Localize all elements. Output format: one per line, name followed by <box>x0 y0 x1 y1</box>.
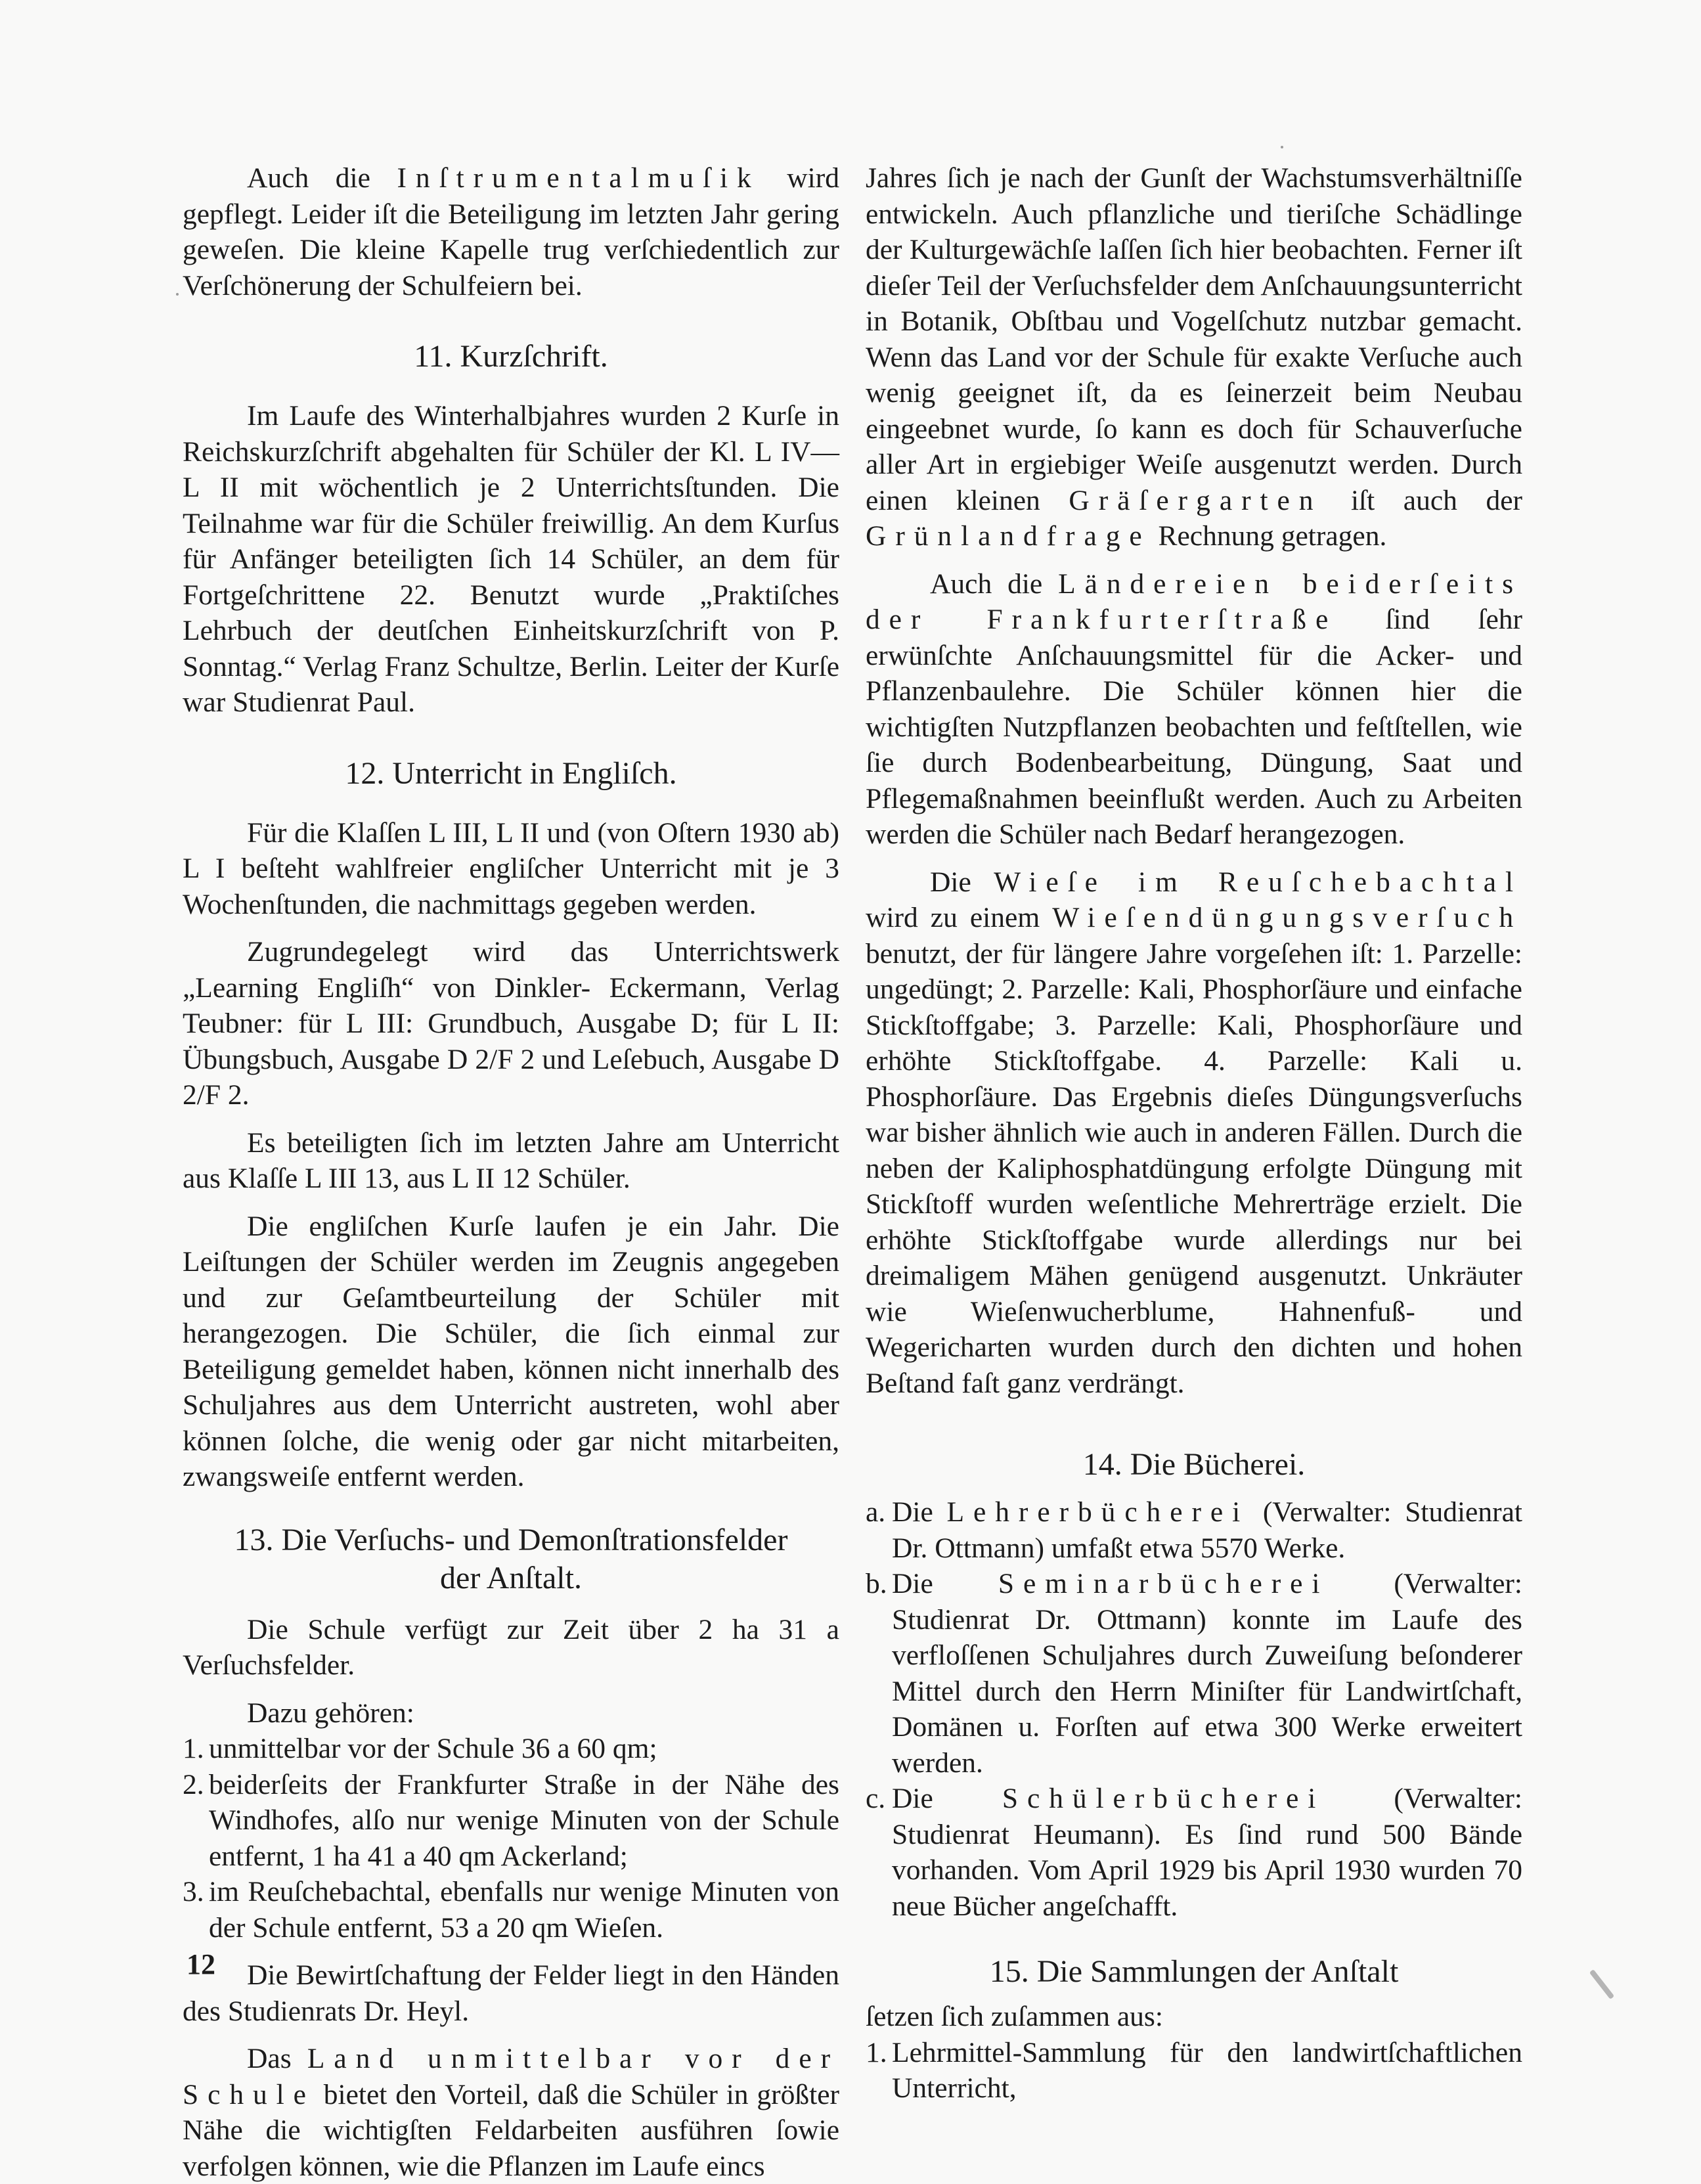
paragraph: Im Laufe des Winterhalbjahres wurden 2 Kurſe in Reichskurzſchrift abgehalten für Schüler der Kl. L IV—L II mit wöchentlich je 2 Unterrichtsſtunden. Die Teilnahme war für die Schüler freiwillig. An dem Kurſus für Anfänger beteiligten ſich 14 Schüler, an dem für Fortgeſchrittene 22. Benutzt wurde „Praktiſches Lehrbuch der deutſchen Einheitskurzſchrift von P. Sonntag.“ Verlag Franz Schultze, Berlin. Leiter der Kurſe war Studienrat Paul. <box>183 400 839 718</box>
text: Rechnung getragen. <box>1151 520 1387 552</box>
list-item-text: im Reuſchebachtal, ebenfalls nur wenige Minuten von der Schule entfernt, 53 a 20 qm Wieſen. <box>209 1876 839 1944</box>
paragraph: Für die Klaſſen L III, L II und (von Oſtern 1930 ab) L I beſteht wahlfreier engliſcher Unterricht mit je 3 Wochenſtunden, die nachmittags gegeben werden. <box>183 816 839 920</box>
text: (Verwalter: Studienrat Dr. Ottmann) umfaßt etwa 5570 Werke. <box>892 1496 1522 1564</box>
right-column <box>866 160 1522 2106</box>
left-column <box>183 160 839 2184</box>
section-heading-14: 14. Die Bücherei. <box>1082 1447 1306 1482</box>
text: bietet den Vorteil, daß die Schüler in größter Nähe die wichtigſten Feldarbeiten ausführen ſowie verfolgen können, wie die Pflanzen im Laufe eincs <box>183 2078 839 2182</box>
section-heading-15: 15. Die Sammlungen der Anſtalt <box>989 1954 1399 1989</box>
paragraph: Zugrundegelegt wird das Unterrichtswerk „Learning Engliſh“ von Dinkler- Eckermann, Verlag Teubner: für L III: Grundbuch, Ausgabe D; für L II: Übungsbuch, Ausgabe D 2/F 2 und Leſebuch, Ausgabe D 2/F 2. <box>183 936 839 1111</box>
heading-line: der Anſtalt. <box>440 1560 582 1595</box>
text: (Verwalter: Studienrat Heumann). Es ſind rund 500 Bände vorhanden. Vom April 1929 bis April 1930 wurden 70 neue Bücher angeſchafft. <box>892 1783 1522 1922</box>
paragraph: Die Schule verfügt zur Zeit über 2 ha 31 a Verſuchsfelder. <box>183 1613 839 1681</box>
emphasized-term: Lehrerbücherei <box>946 1496 1250 1528</box>
emphasized-term: Land unmittelbar vor der Schule <box>183 2043 839 2110</box>
paragraph <box>183 2041 839 2184</box>
text: Durch einen kleinen <box>866 449 1522 516</box>
emphasized-term: Schülerbücherei <box>1002 1783 1325 1814</box>
text: benutzt, der für längere Jahre vorgeſehen iſt: 1. Parzelle: ungedüngt; 2. Parzelle: Kali, Phosphorſäure und einfache Stickſtoffgabe; 3. Parzelle: Kali, Phosphorſäure und erhöhte Stickſtoffgabe. 4. Parzelle: Kali u. Phosphorſäure. Das Ergebnis dieſes Düngungsverſuchs war bisher ähnlich wie auch in anderen Fällen. Durch die neben der Kaliphosphatdüngung erfolgte Düngung mit Stickſtoff wurden weſentliche Mehrerträge erzielt. Die erhöhte Stickſtoffgabe wurde allerdings nur bei dreimaligem Mähen genügend ausgenutzt. Unkräuter wie Wieſenwucherblume, Hahnenfuß- und Wegericharten wurden durch den dichten und hohen Beſtand faſt ganz verdrängt. <box>866 937 1522 1399</box>
list-item-text: Lehrmittel-Sammlung für den landwirtſchaftlichen Unterricht, <box>892 2036 1522 2104</box>
text: Jahres ſich je nach der Gunſt der Wachstumsverhältniſſe entwickeln. Auch pflanzliche und tieriſche Schädlinge der Kulturgewächſe laſſen ſich hier beobachten. Ferner iſt dieſer Teil der Verſuchsfelder dem Anſchauungsunterricht in Botanik, Obſtbau und Vogelſchutz nutzbar gemacht. Wenn das Land vor der Schule für exakte Verſuche auch wenig geeignet iſt, da es ſeinerzeit beim Neubau eingeebnet wurde, ſo kann es doch für Schauverſuche aller Art in ergiebiger Weiſe ausgenutzt werden. <box>866 162 1522 480</box>
emphasized-term: Inſtrumentalmuſik <box>397 162 761 194</box>
list-marker: 3. <box>183 1876 204 1907</box>
text: ſind ſehr erwünſchte Anſchauungsmittel für die Acker- und Pflanzenbaulehre. Die Schüler können hier die wichtigſten Nutzpflanzen beobachten und feſtſtellen, wie ſie durch Bodenbearbeitung, Düngung, Saat und Pflegemaßnahmen beeinflußt werden. Auch zu Arbeiten werden die Schüler nach Bedarf herangezogen. <box>866 604 1522 850</box>
text: Die <box>892 1568 998 1599</box>
list-item <box>866 1494 1522 1566</box>
text: Die <box>930 866 994 898</box>
paragraph: Es beteiligten ſich im letzten Jahre am Unterricht aus Klaſſe L III 13, aus L II 12 Schüler. <box>183 1126 839 1194</box>
list-item <box>866 1781 1522 1924</box>
list-item <box>183 1767 839 1875</box>
paragraph: Die engliſchen Kurſe laufen je ein Jahr. Die Leiſtungen der Schüler werden im Zeugnis angegeben und zur Geſamtbeurteilung der Schüler mit herangezogen. Die Schüler, die ſich einmal zur Beteiligung gemeldet haben, können nicht innerhalb des Schuljahres aus dem Unterricht austreten, wohl aber können ſolche, die wenig oder gar nicht mitarbeiten, zwangsweiſe entfernt werden. <box>183 1210 839 1492</box>
text: (Verwalter: Studienrat Dr. Ottmann) konnte im Laufe des verfloſſenen Schuljahres durch Zuweiſung beſonderer Mittel durch den Herrn Miniſter für Landwirtſchaft, Domänen u. Forſten auf etwa 300 Werke erweitert werden. <box>892 1568 1522 1779</box>
paragraph: Dazu gehören: <box>247 1697 414 1729</box>
collections-list <box>866 2035 1522 2106</box>
text: wird gepflegt. Leider iſt die Beteiligung im letzten Jahr gering geweſen. Die kleine Kapelle trug verſchiedentlich zur Verſchönerung der Schulfeiern bei. <box>183 162 839 301</box>
emphasized-term: Wieſendüngungsverſuch <box>1052 902 1522 933</box>
list-marker: a. <box>866 1496 886 1528</box>
list-marker: c. <box>866 1783 886 1814</box>
list-item <box>183 1731 839 1767</box>
paragraph: Die Bewirtſchaftung der Felder liegt in den Händen des Studienrats Dr. Heyl. <box>183 1959 839 2027</box>
text: Das <box>247 2043 307 2074</box>
list-marker: 1. <box>866 2036 887 2068</box>
paragraph-laendereien <box>866 566 1522 853</box>
text: Die <box>892 1496 947 1528</box>
page-number: 12 <box>187 1948 215 1980</box>
emphasized-term: Ländereien beiderſeits der Frankfurterſtraße <box>866 568 1522 635</box>
emphasized-term: Gräſergarten <box>1069 484 1323 516</box>
list-item-text: unmittelbar vor der Schule 36 a 60 qm; <box>209 1733 657 1764</box>
section-heading-11: 11. Kurzſchrift. <box>414 339 608 374</box>
ink-speck <box>176 293 179 296</box>
emphasized-term: Seminarbücherei <box>998 1568 1329 1599</box>
heading-line: 13. Die Verſuchs- und Demonſtrationsfelder <box>234 1522 788 1557</box>
ink-speck <box>1281 146 1283 148</box>
paragraph-instrumentalmusik <box>183 160 839 303</box>
list-item <box>866 1566 1522 1781</box>
paragraph: ſetzen ſich zuſammen aus: <box>866 2001 1163 2032</box>
text: wird zu einem <box>866 902 1053 933</box>
section-heading-13 <box>183 1521 839 1597</box>
paragraph-continued <box>866 160 1522 554</box>
text: iſt auch der <box>1322 484 1522 516</box>
section-heading-12: 12. Unterricht in Engliſch. <box>345 755 677 791</box>
list-item <box>183 1874 839 1946</box>
library-list <box>866 1494 1522 1924</box>
list-marker: 2. <box>183 1768 204 1800</box>
list-item <box>866 2035 1522 2106</box>
list-item-text: beiderſeits der Frankfurter Straße in der Nähe des Windhofes, alſo nur wenige Minuten von der Schule entfernt, 1 ha 41 a 40 qm Ackerland; <box>209 1768 839 1872</box>
text: Die <box>892 1783 1002 1814</box>
emphasized-term: Grünlandfrage <box>866 520 1151 552</box>
emphasized-term: Wieſe im Reuſchebachtal <box>994 866 1522 898</box>
list-marker: 1. <box>183 1733 204 1764</box>
list-marker: b. <box>866 1568 887 1599</box>
paragraph-wiese <box>866 864 1522 1402</box>
text: Auch die <box>930 568 1059 600</box>
field-list <box>183 1731 839 1946</box>
text: Auch die <box>247 162 397 194</box>
ink-smudge-mark <box>1589 1969 1614 1999</box>
